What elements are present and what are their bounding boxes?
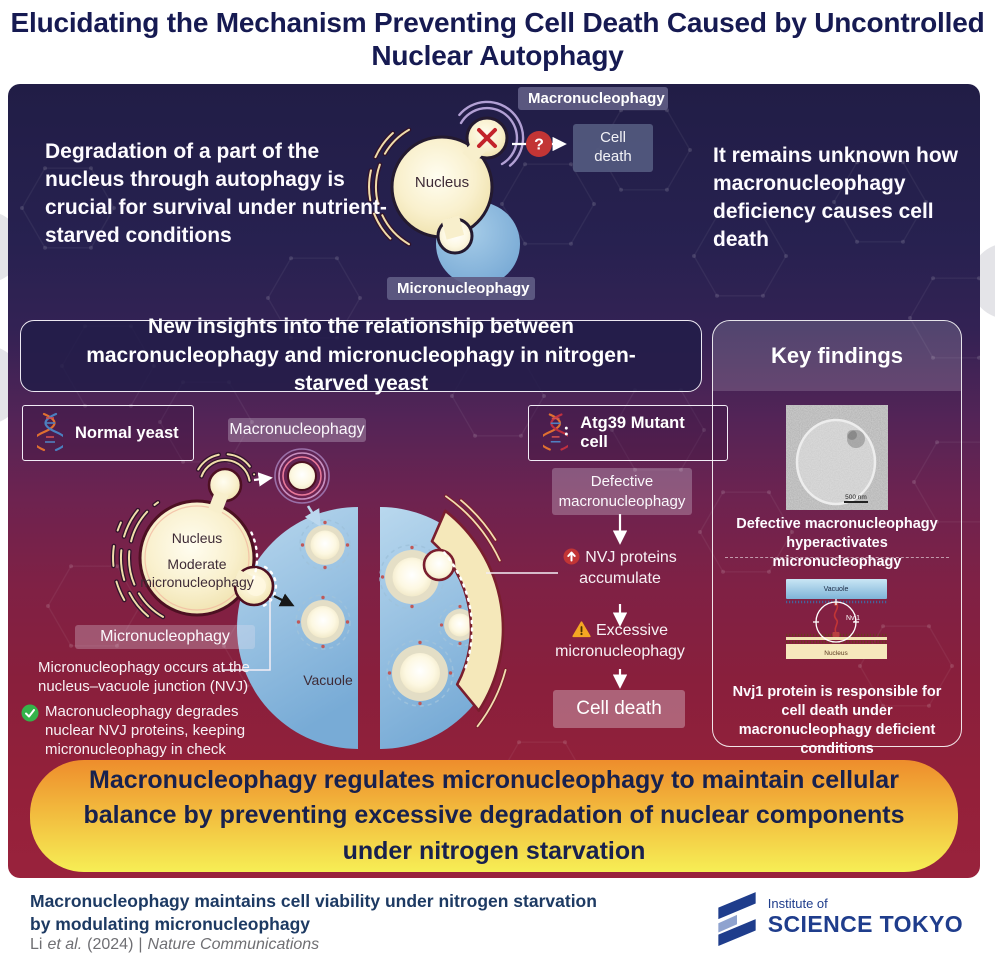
cell-death-result-box [553, 690, 685, 728]
normal-yeast-box [22, 405, 194, 461]
excessive-label: Excessive micronucleophagy [555, 622, 685, 660]
dna-icon [37, 411, 63, 455]
citation [30, 936, 319, 954]
insights-heading: New insights into the relationship between macronucleophagy and micronucleophagy in nitrogen-starved yeast [86, 315, 636, 396]
nvj1-protein-label: Nvj1 [846, 615, 861, 622]
vacuole-label: Vacuole [303, 672, 353, 688]
key-findings-header [713, 321, 961, 391]
citation-journal: Nature Communications [147, 936, 320, 953]
mutant-dna-icon [543, 411, 568, 455]
citation-etal: et al. [47, 936, 83, 953]
vacuole-band-label: Vacuole [823, 586, 849, 593]
increase-icon [563, 548, 580, 565]
conclusion-text: Macronucleophagy regulates micronucleophagy to maintain cellular balance by preventing excessive degradation of nuclear components under nitrogen starvation [83, 765, 905, 865]
normal-yeast-label: Normal yeast [75, 423, 179, 442]
science-tokyo-logo-icon [716, 888, 758, 946]
defective-macronucleophagy-label: Defective macronucleophagy [552, 468, 692, 515]
mutant-cell-label: Atg39 Mutant cell [580, 414, 685, 451]
institute-logo [716, 888, 963, 946]
citation-separator: | [138, 936, 143, 953]
nucleus-band-label: Nucleus [824, 650, 848, 657]
micronucleophagy-vesicle [300, 520, 350, 570]
nucleus-label: Nucleus [414, 174, 470, 191]
macronucleophagy-label: Macronucleophagy [518, 87, 668, 110]
findings-divider [725, 557, 949, 558]
scale-bar-label: 500 nm [845, 494, 867, 501]
cell-death-box: Cell death [573, 124, 653, 172]
micronucleophagy-mid-label: Micronucleophagy [75, 625, 255, 649]
mutant-cell-box [528, 405, 728, 461]
macronucleophagy-mid-label: Macronucleophagy [228, 418, 366, 442]
electron-micrograph [786, 405, 888, 510]
warning-icon [572, 621, 591, 638]
key-findings-panel [712, 320, 962, 758]
nvj1-diagram [784, 576, 889, 662]
cell-death-result-label: Cell death [576, 698, 662, 719]
autophagosome-vesicle [275, 449, 329, 503]
mutant-nvj-bud [424, 550, 454, 580]
nvj-note: Micronucleophagy occurs at the nucleus–vacuole junction (NVJ) [38, 659, 250, 696]
page-title: Elucidating the Mechanism Preventing Cell Death Caused by Uncontrolled Nuclear Autophagy [10, 7, 985, 72]
check-note: Macronucleophagy degrades nuclear NVJ proteins, keeping micronucleophagy in check [45, 703, 246, 759]
moderate-micronucleophagy-label: Moderate micronucleophagy [140, 556, 254, 590]
logo-text [768, 896, 963, 938]
nvj-accumulate-step [542, 548, 698, 590]
finding-2-caption: Nvj1 protein is responsible for cell death under macronucleophagy deficient conditions [732, 684, 942, 758]
question-mark-glyph: ? [534, 136, 544, 154]
logo-line-1: Institute of [767, 896, 828, 911]
excessive-step [542, 621, 698, 663]
check-icon [21, 704, 39, 722]
footer [0, 878, 995, 965]
conclusion-banner [30, 760, 958, 872]
paper-title: Macronucleophagy maintains cell viability under nitrogen starvation by modulating micronucleophagy [30, 891, 597, 934]
main-graphic-panel [8, 84, 980, 878]
intro-nucleus-diagram [369, 102, 564, 286]
citation-authors: Li [30, 936, 43, 953]
key-findings-title: Key findings [770, 343, 903, 368]
intro-right-statement: It remains unknown how macronucleophagy deficiency causes cell death [713, 144, 959, 251]
insights-heading-box [20, 315, 702, 396]
nvj-accumulate-label: NVJ proteins accumulate [579, 549, 677, 587]
intro-left-statement: Degradation of a part of the nucleus through autophagy is crucial for survival under nutrient-starved conditions [45, 140, 387, 247]
logo-line-2: SCIENCE TOKYO [767, 911, 963, 937]
micronucleophagy-label: Micronucleophagy [387, 277, 535, 300]
finding-1-caption: Defective macronucleophagy hyperactivates micronucleophagy [736, 516, 938, 571]
nucleus-label: Nucleus [171, 530, 223, 546]
citation-year: (2024) [87, 936, 134, 953]
